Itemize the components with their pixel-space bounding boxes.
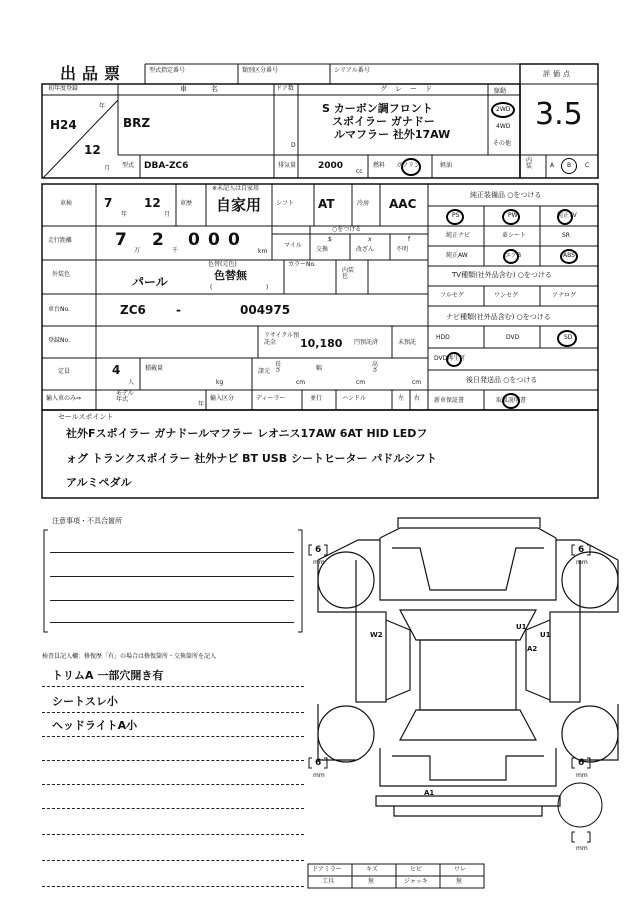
height-label: 高さ <box>372 361 379 374</box>
dvd-play: DVD再生可 <box>434 355 466 362</box>
drive-other: その他 <box>493 140 512 147</box>
import-class-dealer: ディーラー <box>256 395 286 402</box>
inspector-line <box>42 686 304 687</box>
shift-value: AT <box>318 197 335 211</box>
inspector-line <box>42 784 304 785</box>
tools-header-mirror: ドアミラー <box>312 866 342 873</box>
unknown-label: 不明 <box>396 246 409 253</box>
model-year-label: モデル年式 <box>116 390 134 403</box>
sen-unit: 千 <box>172 247 179 254</box>
mark-u1-b: U1 <box>540 631 551 639</box>
caution-line <box>50 600 294 601</box>
chassis-label: 車台No. <box>48 306 70 313</box>
import-label: 輸入車のみ⇒ <box>46 395 82 402</box>
mark-f: f <box>408 236 411 243</box>
interior-selected-mark <box>561 158 577 174</box>
ac-value: AAC <box>389 197 417 211</box>
inspector-line-1: トリムA 一部穴開き有 <box>52 669 164 682</box>
later-manual: 取扱説明書 <box>496 397 527 404</box>
opt-ps-mark <box>446 209 464 225</box>
opt-sr: SR <box>562 232 570 239</box>
inspection-year: 7 <box>104 196 113 210</box>
color-label: 外装色 <box>52 271 71 278</box>
tools-value-jack: ジャッキ <box>404 878 428 885</box>
grade-line-2: スポイラー ガナドー <box>332 115 435 128</box>
tools-value-none-2: 無 <box>456 878 463 885</box>
mileage-digit-1: 7 <box>115 230 127 250</box>
width-label: 幅 <box>316 365 323 372</box>
opt-tv-mark <box>557 209 573 225</box>
mile-label: マイル <box>284 242 302 249</box>
opt-pw: PW <box>508 212 518 219</box>
first-reg-year: H24 <box>50 118 77 132</box>
color-value: パール <box>132 275 168 289</box>
handle-right: 右 <box>414 395 421 402</box>
tools-value-tools: 工具 <box>322 878 335 885</box>
inspector-line <box>42 808 304 809</box>
opt-abs: ABS <box>563 252 575 259</box>
chassis-dash: - <box>176 303 181 317</box>
history-value: 自家用 <box>216 196 262 214</box>
model-label: 型式 <box>122 162 135 169</box>
ac-label: 冷房 <box>357 200 370 207</box>
man-unit: 万 <box>134 247 141 254</box>
mileage-digit-5: 0 <box>228 230 240 250</box>
recycle-label: リサイクル預託金 <box>264 332 300 347</box>
mark-a2: A2 <box>527 645 538 653</box>
later-title: 後日発送品 ○をつける <box>466 376 538 384</box>
car-diagram <box>318 518 618 816</box>
fuel-label: 燃料 <box>373 162 386 169</box>
mm-spare: mm <box>576 845 588 852</box>
name-label: 車名 <box>180 85 242 93</box>
reg-label: 登録No. <box>48 337 70 344</box>
grade-line-1: S カーボン調フロント <box>322 102 433 115</box>
later-warranty: 新車保証書 <box>434 397 465 404</box>
opt-pw-mark <box>502 209 520 225</box>
length-unit: cm <box>296 379 306 386</box>
model-year-unit: 年 <box>198 401 205 408</box>
recycle-paid: 円預託済 <box>354 339 379 346</box>
first-reg-label: 初年度登録 <box>48 85 79 92</box>
import-class-label: 輸入区分 <box>210 395 235 402</box>
interior-b: B <box>567 162 572 169</box>
mm-front-right: mm <box>576 559 588 566</box>
tread-rear-right: 6 <box>578 758 585 768</box>
caution-label: 注意事項・不具合箇所 <box>52 517 122 525</box>
capacity-label: 定員 <box>58 368 71 375</box>
tv-analog: アナログ <box>552 292 577 299</box>
tv-oneseg: ワンセグ <box>494 292 519 299</box>
mark-u1-a: U1 <box>516 623 527 631</box>
navi-title: ナビ種類(社外品含む) ○をつける <box>446 313 551 321</box>
handle-label: ハンドル <box>342 395 367 402</box>
color-change-value: 色替無 <box>214 269 247 282</box>
mileage-digit-4: 0 <box>208 230 220 250</box>
inspection-month: 12 <box>144 196 161 210</box>
score: 3.5 <box>535 97 583 132</box>
opt-abs-mark <box>560 249 578 264</box>
import-class-parallel: 並行 <box>310 395 323 402</box>
color-paren-close: ) <box>266 284 269 291</box>
mileage-digit-2: 2 <box>152 230 164 250</box>
inspector-line-2: シートスレ小 <box>52 695 118 708</box>
recycle-amount: 10,180 <box>300 337 343 350</box>
drive-selected-mark <box>491 102 515 118</box>
opt-leather: 革シート <box>502 232 527 239</box>
opt-navi: 純正ナビ <box>446 232 471 239</box>
later-manual-mark <box>502 393 520 409</box>
mm-rear-right: mm <box>576 772 588 779</box>
exchange-label: 交換 <box>316 246 329 253</box>
opt-aw: 純正AW <box>446 252 468 259</box>
tools-header-scratch: キズ <box>366 866 378 873</box>
tampered-label: 改ざん <box>356 246 375 253</box>
chassis-prefix: ZC6 <box>120 303 146 317</box>
mileage-label: 走行距離 <box>48 237 73 244</box>
caution-line <box>50 576 294 577</box>
interior-color-label: 内装色 <box>342 267 355 280</box>
interior-c: C <box>585 162 590 169</box>
sales-line-2: ォグ トランクスポイラー 社外ナビ BT USB シートヒーター パドルシフト <box>66 452 437 465</box>
inspection-year-unit: 年 <box>121 211 128 218</box>
caution-line <box>50 552 294 553</box>
inspector-line <box>42 760 304 761</box>
color-change-label: 色替(元色) <box>208 261 237 268</box>
load-label: 積載量 <box>145 365 164 372</box>
inspection-label: 車検 <box>60 200 73 207</box>
shift-label: シフト <box>276 200 295 207</box>
inspector-line <box>42 860 304 861</box>
vehicle-name: BRZ <box>123 116 151 130</box>
navi-hdd: HDD <box>436 334 450 341</box>
model-value: DBA-ZC6 <box>144 161 189 171</box>
displacement-value: 2000 <box>318 161 344 171</box>
sales-line-1: 社外Fスポイラー ガナドールマフラー レオニス17AW 6AT HID LEDフ <box>66 427 428 440</box>
mark-a1: A1 <box>424 789 435 797</box>
inspector-label: 検査員記入欄：修復歴「有」の場合は修復箇所・交換箇所を記入 <box>42 653 217 660</box>
navi-dvd: DVD <box>506 334 520 341</box>
recycle-unpaid: 未預託 <box>398 339 417 346</box>
inspection-month-unit: 月 <box>164 211 171 218</box>
length-label: 長さ <box>275 361 282 374</box>
grade-line-3: ルマフラー 社外17AW <box>334 128 451 141</box>
capacity-unit: 人 <box>128 379 135 386</box>
inspector-line <box>42 712 304 713</box>
opt-airbag-mark <box>503 249 522 264</box>
grade-label: グレード <box>380 85 440 93</box>
inspector-line-3: ヘッドライトA小 <box>52 719 138 732</box>
interior-a: A <box>550 162 555 169</box>
first-reg-month: 12 <box>84 143 101 157</box>
page-title: 出品票 <box>60 64 127 83</box>
mm-front-left: mm <box>313 559 325 566</box>
cc-unit: cc <box>356 168 363 175</box>
load-unit: kg <box>216 379 224 386</box>
dimensions-label: 諸元 <box>258 368 271 375</box>
mm-rear-left: mm <box>313 772 325 779</box>
opt-airbag: エアB <box>505 252 522 259</box>
fuel-selected-mark <box>401 158 421 176</box>
sales-line-3: アルミペダル <box>66 476 132 489</box>
opt-tv: 純正TV <box>557 212 577 219</box>
mark-x: x <box>368 236 372 243</box>
chassis-number: 004975 <box>240 303 291 317</box>
width-unit: cm <box>356 379 366 386</box>
mark-w2: W2 <box>370 631 383 639</box>
fuel-gas: ガソリン <box>396 162 421 169</box>
dvd-play-mark <box>446 352 462 367</box>
inspector-line <box>42 834 304 835</box>
navi-sd-mark <box>557 330 577 347</box>
doors-label: ドア数 <box>276 85 294 92</box>
interior-label: 内装 <box>526 157 533 170</box>
inspector-line <box>42 886 304 887</box>
tools-header-break: ワレ <box>454 866 467 873</box>
color-no-label: カラーNo. <box>288 261 316 268</box>
mark-dollar: $ <box>328 236 332 243</box>
drive-2wd: 2WD <box>496 106 511 113</box>
opt-ps: PS <box>452 212 460 219</box>
tools-header-crack: ヒビ <box>410 866 423 873</box>
history-label: 車歴 <box>180 200 193 207</box>
inspector-line <box>42 736 304 737</box>
genuine-title: 純正装備品 ○をつける <box>470 191 542 199</box>
history-note: ※未記入は自家用 <box>212 185 260 192</box>
tread-rear-left: 6 <box>315 758 322 768</box>
height-unit: cm <box>412 379 422 386</box>
tread-front-right: 6 <box>578 545 585 555</box>
mileage-mark-note: ○をつける <box>332 226 362 233</box>
km-unit: km <box>258 248 268 255</box>
sales-points-label: セールスポイント <box>58 413 114 421</box>
month-unit: 月 <box>104 165 111 172</box>
handle-left: 左 <box>398 395 405 402</box>
year-unit: 年 <box>99 103 106 110</box>
drive-4wd: 4WD <box>496 123 511 130</box>
caution-line <box>50 622 294 623</box>
tools-value-none-1: 無 <box>368 878 375 885</box>
navi-sd: SD <box>564 334 573 341</box>
tv-fullseg: フルセグ <box>440 292 464 299</box>
rating-label: 評価点 <box>543 70 573 78</box>
drive-label: 駆動 <box>494 88 507 95</box>
tv-title: TV種類(社外品含む) ○をつける <box>452 271 552 279</box>
class-label: 類別区分番号 <box>242 67 279 74</box>
color-paren-open: ( <box>210 284 213 291</box>
fuel-diesel: 軽油 <box>440 162 453 169</box>
doors-value: D <box>291 142 296 149</box>
displacement-label: 排気量 <box>278 162 297 169</box>
serial-label: シリアル番号 <box>334 67 370 74</box>
capacity-value: 4 <box>112 363 121 377</box>
tread-front-left: 6 <box>315 545 322 555</box>
type-cert-label: 型式指定番号 <box>149 67 186 74</box>
mileage-digit-3: 0 <box>188 230 200 250</box>
